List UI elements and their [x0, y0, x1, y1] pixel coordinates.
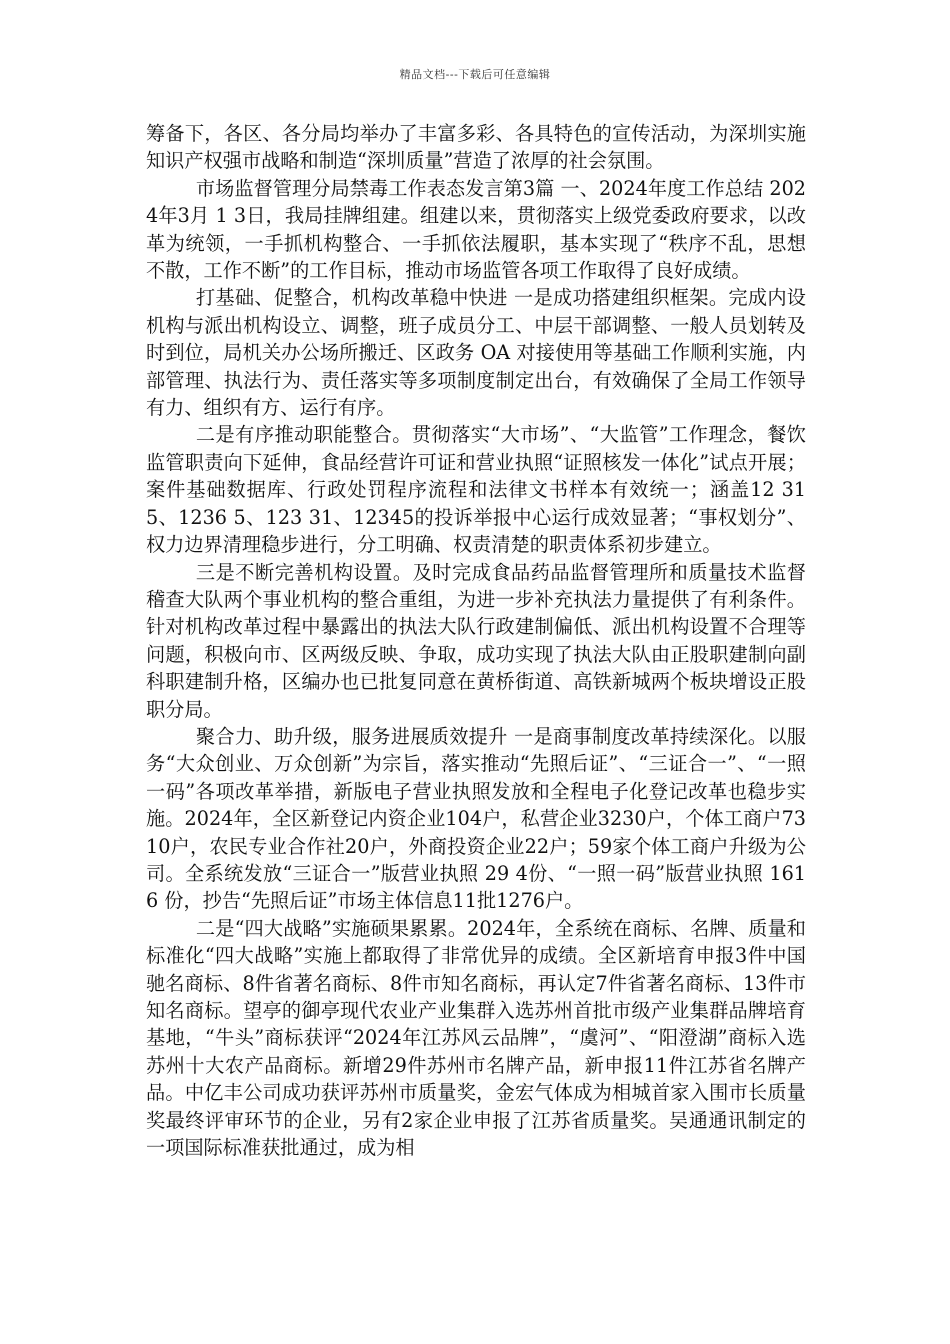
paragraph-3: 打基础、促整合，机构改革稳中快进 一是成功搭建组织框架。完成内设机构与派出机构设立、调整，班子成员分工、中层干部调整、一般人员划转及时到位，局机关办公场所搬迁、区政务 OA 对接使用等基础工作顺利实施，内部管理、执法行为、责任落实等多项制度制定出台，有效确保了全局工作领导有力、组织有方、运行有序。: [146, 286, 806, 420]
page-header: 精品文档---下载后可任意编辑: [399, 68, 551, 81]
document-body: [146, 120, 806, 1161]
paragraph-6: 聚合力、助升级，服务进展质效提升 一是商事制度改革持续深化。以服务“大众创业、万众创新”为宗旨，落实推动“先照后证”、“三证合一”、“一照一码”各项改革举措，新版电子营业执照发放和全程电子化登记改革也稳步实施。2024年，全区新登记内资企业104户，私营企业3230户，个体工商户7310户，农民专业合作社20户，外商投资企业22户；59家个体工商户升级为公司。全系统发放“三证合一”版营业执照 29 4份、“一照一码”版营业执照 1616 份，抄告“先照后证”市场主体信息11批1276户。: [146, 724, 806, 913]
paragraph-7: 二是“四大战略”实施硕果累累。2024年，全系统在商标、名牌、质量和标准化“四大战略”实施上都取得了非常优异的成绩。全区新培育申报3件中国驰名商标、8件省著名商标、8件市知名商标，再认定7件省著名商标、13件市知名商标。望亭的御亭现代农业产业集群入选苏州首批市级产业集群品牌培育基地，“牛头”商标获评“2024年江苏风云品牌”，“虞河”、“阳澄湖”商标入选苏州十大农产品商标。新增29件苏州市名牌产品，新申报11件江苏省名牌产品。中亿丰公司成功获评苏州市质量奖，金宏气体成为相城首家入围市长质量奖最终评审环节的企业，另有2家企业申报了江苏省质量奖。吴通通讯制定的一项国际标准获批通过，成为相: [146, 916, 806, 1160]
paragraph-5: 三是不断完善机构设置。及时完成食品药品监督管理所和质量技术监督稽查大队两个事业机构的整合重组，为进一步补充执法力量提供了有利条件。针对机构改革过程中暴露出的执法大队行政建制偏低、派出机构设置不合理等问题，积极向市、区两级反映、争取，成功实现了执法大队由正股职建制向副科职建制升格，区编办也已批复同意在黄桥街道、高铁新城两个板块增设正股职分局。: [146, 560, 806, 721]
paragraph-4: 二是有序推动职能整合。贯彻落实“大市场”、“大监管”工作理念，餐饮监管职责向下延伸，食品经营许可证和营业执照“证照核发一体化”试点开展；案件基础数据库、行政处罚程序流程和法律文书样本有效统一；涵盖12 315、1236 5、123 31、12345的投诉举报中心运行成效显著；“事权划分”、权力边界清理稳步进行，分工明确、权责清楚的职责体系初步建立。: [146, 423, 806, 557]
paragraph-2: 市场监督管理分局禁毒工作表态发言第3篇 一、2024年度工作总结 2024年3月 1 3日，我局挂牌组建。组建以来，贯彻落实上级党委政府要求，以改革为统领，一手抓机构整合、一手抓依法履职，基本实现了“秩序不乱，思想不散，工作不断”的工作目标，推动市场监管各项工作取得了良好成绩。: [146, 176, 806, 283]
paragraph-1: 筹备下，各区、各分局均举办了丰富多彩、各具特色的宣传活动，为深圳实施知识产权强市战略和制造“深圳质量”营造了浓厚的社会氛围。: [146, 122, 806, 173]
